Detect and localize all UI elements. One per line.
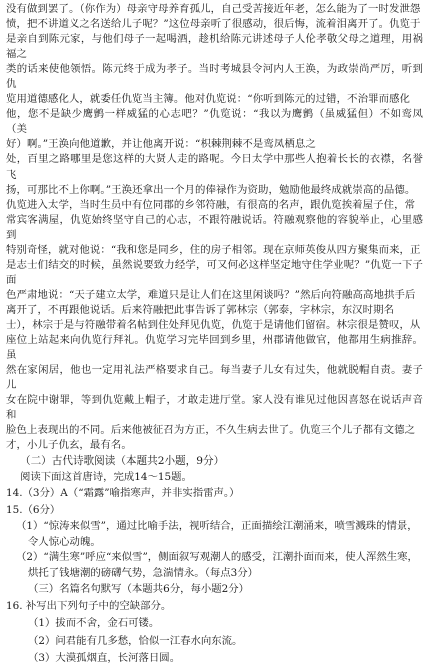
section-heading-poetry: （二）古代诗歌阅读（本题共2小题，9分） [20, 455, 225, 468]
passage-line: 仇览进入太学，当时生员中有位同郡的乡邻符融，有很高的名声，跟仇览挨着屋子住，常 [6, 198, 416, 211]
answer-q16: 16. 补写出下列句子中的空缺部分。 [6, 600, 172, 613]
answer-q15-point1: （1）“惊涛来似雪”，通过比喻手法，视听结合，正面描绘江潮涌来，喷雪溅珠的情景，令人惊心动魄。 [16, 520, 418, 548]
translation-passage [6, 2, 423, 453]
passage-line: 脸色上表现出的不同。后来他被征召为方正，不久生病去世了。仇览三个儿子都有文德之 [6, 424, 416, 437]
passage-line: 是亲自到陈元家，与他们母子一起喝酒，趁机给陈元讲述母子人伦孝敬父母之道理，用祸福之 [6, 33, 423, 61]
answer-q15: 15.（6分） [6, 504, 61, 517]
passage-line: 愤，把不讲道义之名送给儿子呢？”这位母亲听了很感动，很后悔，流着泪离开了。仇览于 [6, 18, 421, 31]
answer-q16-item2: （2）问君能有几多愁，恰似一江春水向东流。 [28, 634, 243, 647]
passage-line: 览用道德感化人，就委任仇览当主簿。他对仇览说：“你听到陈元的过错，不治罪而感化 [6, 93, 411, 106]
passage-line: 特别奇怪，就对他说：“我和您是同乡，住的房子相邻。现在京师英俊从四方聚集而来，正 [6, 243, 421, 256]
passage-line: 色严肃地说：“天子建立太学，难道只是让人们在这里闲谈吗？”然后向符融高高地拱手后 [6, 288, 416, 301]
answer-q15-point2: （2）“满生寒”呼应“来似雪”，侧面叙写观潮人的感受，江潮扑面而来，使人浑然生寒，烘托了钱塘潮的磅礴气势，急湍情永。（每点3分） [16, 551, 418, 579]
passage-line: 士），林宗于是与符融带着名帖到住处拜见仇览，仇览于是请他们留宿。林宗很是赞叹，从 [6, 318, 421, 331]
passage-line: 才，小儿子仇玄，最有名。 [6, 439, 132, 452]
section-heading-recitation: （三）名篇名句默写（本题共6分，每小题2分） [28, 583, 250, 596]
passage-line: 好）啊。”王涣向他道歉，并让他离开说：“枳棘荆棘不是鸾凤栖息之 [6, 138, 316, 151]
passage-line: 处，百里之路哪里是您这样的大贤人走的路呢。今日太学中那些人抱着长长的衣襟，名誉飞 [6, 153, 423, 181]
passage-line: 离开了，不再跟他说话。后来符融把此事告诉了郭林宗（郭泰，字林宗，东汉时期名 [6, 303, 395, 316]
passage-line: 没有做到罢了。（你作为）母亲守母养育孤儿，自己受苦接近年老，怎么能为了一时发泄怨 [6, 3, 421, 15]
passage-line: 然在家闲居，他也一定用礼法严格要求自己。每当妻子儿女有过失，他就脱帽自责。妻子儿 [6, 364, 423, 392]
passage-line: 是志士们结交的时候，虽然说要致力经学，可又何必这样坚定地守住学业呢？”仇览一下子面 [6, 258, 423, 286]
passage-line: 他，您不是缺少鹰鹯一样威猛的心志吧？”仇览说：“我以为鹰鹯（虽威猛但）不如鸾凤（美 [6, 108, 423, 136]
passage-line: 类的话来使他领悟。陈元终于成为孝子。当时考城县令河内人王涣，为政崇尚严厉，听到仇 [6, 63, 423, 91]
passage-line: 座位上站起来向仇览行拜礼。仇览学习完毕回到乡里，州郡请他做官，他都用生病推辞。虽 [6, 334, 423, 362]
passage-line: 常宾客满屋，仇览始终坚守自己的心志，不跟符融说话。符融观察他的容貌举止，心里感到 [6, 213, 423, 241]
passage-line: 女在院中谢罪，等到仇览戴上帽子，才敢走进厅堂。家人没有谁见过他因喜怒在说话声音和 [6, 394, 423, 422]
answer-q16-item1: （1）拔而不舍，金石可镂。 [28, 617, 160, 630]
section-instruction: 阅读下面这首唐诗，完成14～15题。 [20, 470, 192, 483]
passage-line: 扬，可那比不上你啊。”王涣还拿出一个月的俸禄作为资助，勉励他最终成就崇高的品德。 [6, 183, 416, 196]
answer-q16-item3: （3）大漠孤烟直，长河落日圆。 [28, 652, 181, 665]
answer-q14: 14.（3分）A（“霜露”喻指寒声，并非实指雷声。） [6, 487, 240, 500]
